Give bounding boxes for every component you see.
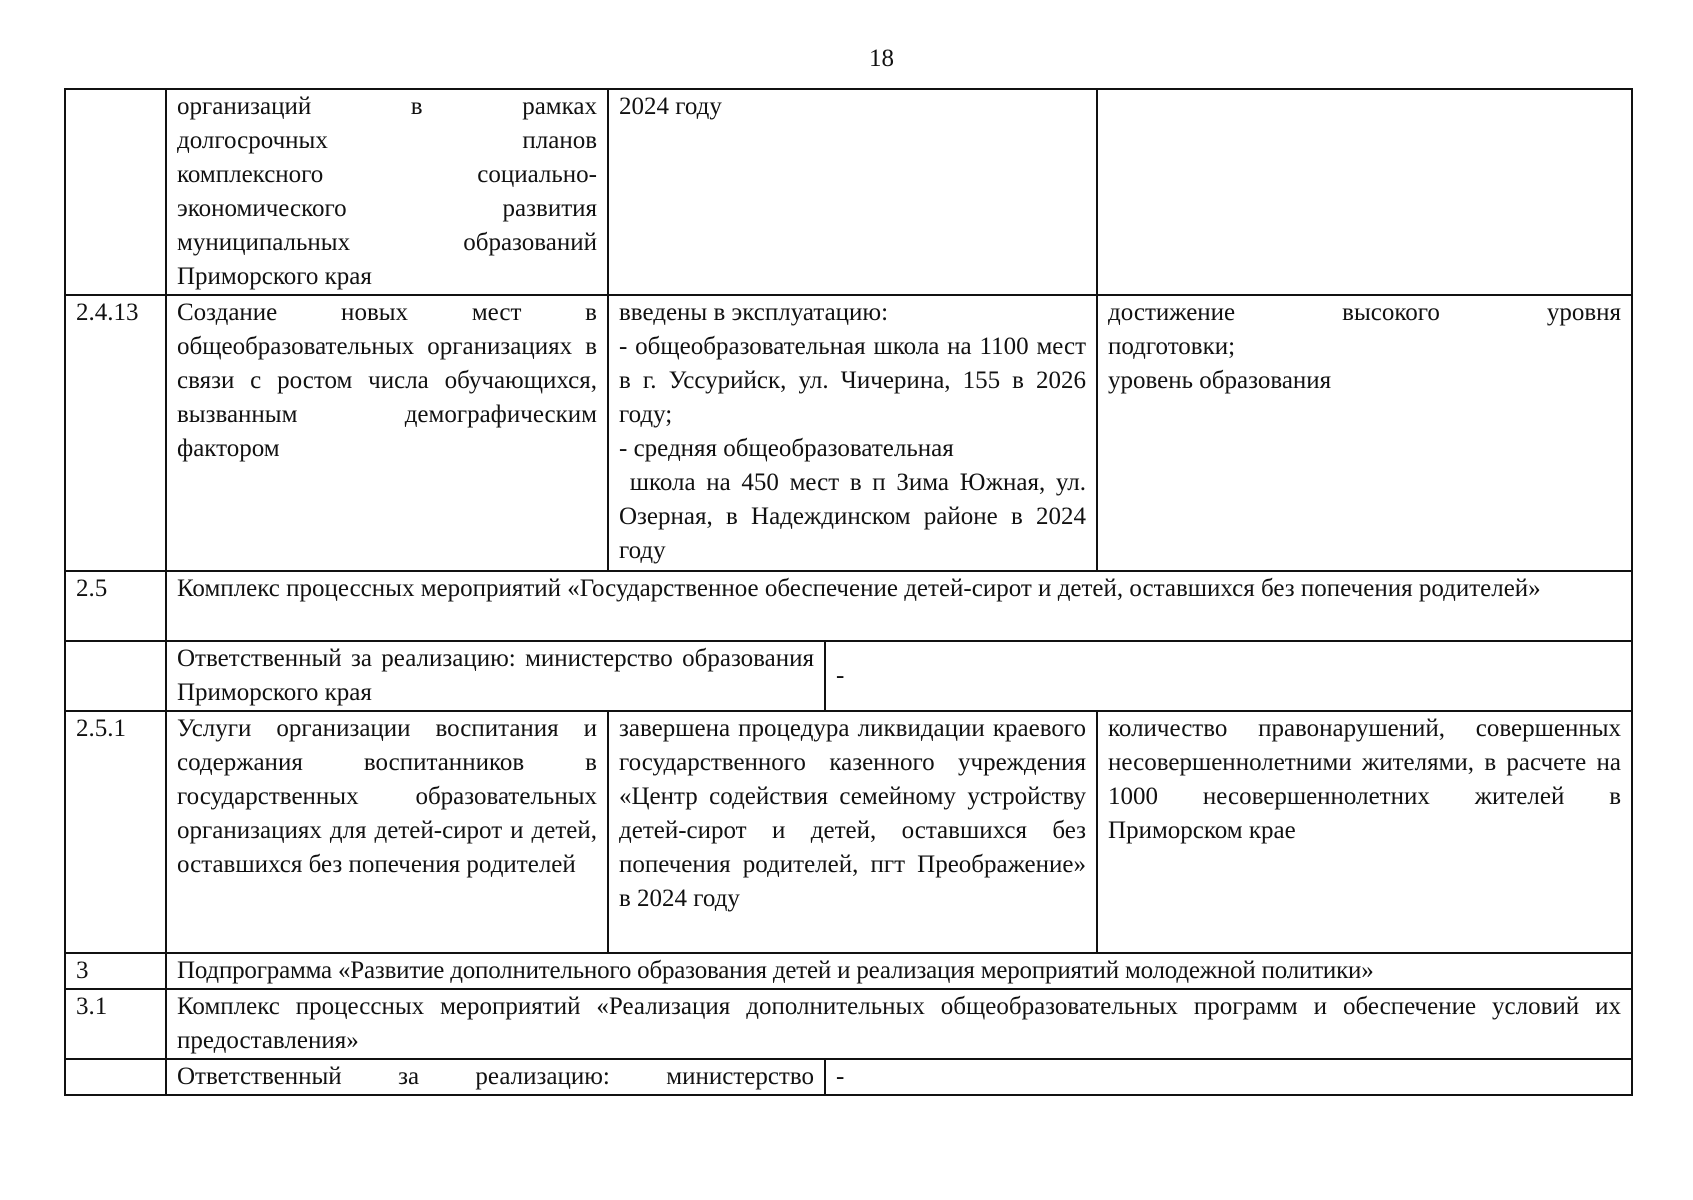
responsible-value-cell: - xyxy=(825,641,1632,711)
row-number-cell xyxy=(65,1059,166,1095)
table-row xyxy=(65,1059,1632,1095)
row-number-cell: 3 xyxy=(65,953,166,989)
table-row xyxy=(65,571,1632,641)
responsible-value-cell: - xyxy=(825,1059,1632,1095)
table-row xyxy=(65,953,1632,989)
row-number-cell: 2.5.1 xyxy=(65,711,166,953)
activity-name-line: муниципальных образований xyxy=(177,229,597,256)
indicator-cell xyxy=(1097,89,1632,295)
section-title-cell: Комплекс процессных мероприятий «Реализация дополнительных общеобразовательных программ и обеспечение условий их предоставления» xyxy=(166,989,1632,1059)
activity-name-cell: Услуги организации воспитания и содержания воспитанников в государственных образовательных организациях для детей-сирот и детей, оставшихся без попечения родителей xyxy=(166,711,608,953)
activity-name-line: долгосрочных планов xyxy=(177,127,597,154)
section-title-cell: Комплекс процессных мероприятий «Государственное обеспечение детей-сирот и детей, оставшихся без попечения родителей» xyxy=(166,571,1632,641)
activity-name-line: Приморского края xyxy=(177,263,372,290)
row-number-cell xyxy=(65,641,166,711)
responsible-label-cell: Ответственный за реализацию: министерство образования Приморского края xyxy=(166,641,825,711)
row-number-cell: 2.4.13 xyxy=(65,295,166,571)
table-row xyxy=(65,989,1632,1059)
activity-name-line: экономического развития xyxy=(177,195,597,222)
result-line: школа на 450 мест в п Зима Южная, ул. Озерная, в Надеждинском районе в 2024 году xyxy=(619,469,1093,564)
result-line: - средняя общеобразовательная xyxy=(619,435,954,462)
activity-name-line: организаций в рамках xyxy=(177,93,597,120)
activity-name-cell xyxy=(166,295,608,571)
section-title-cell: Подпрограмма «Развитие дополнительного образования детей и реализация мероприятий молодежной политики» xyxy=(166,953,1632,989)
indicator-line: подготовки; xyxy=(1108,333,1236,360)
expected-result-cell: 2024 году xyxy=(608,89,1097,295)
indicator-cell: количество правонарушений, совершенных несовершеннолетними жителями, в расчете на 1000 несовершеннолетних жителей в Приморском крае xyxy=(1097,711,1632,953)
result-line: - общеобразовательная школа на 1100 мест в г. Уссурийск, ул. Чичерина, 155 в 2026 году; xyxy=(619,333,1087,428)
table-row xyxy=(65,295,1632,571)
expected-result-cell xyxy=(608,295,1097,571)
indicator-line: уровень образования xyxy=(1108,367,1332,394)
row-number-cell: 2.5 xyxy=(65,571,166,641)
activity-name-text: общеобразовательных организациях в связи с ростом числа обучающихся, вызванным демографическим фактором xyxy=(177,333,597,462)
result-line: введены в эксплуатацию: xyxy=(619,299,889,326)
page-number: 18 xyxy=(869,45,894,72)
row-number-cell: 3.1 xyxy=(65,989,166,1059)
activity-name-cell xyxy=(166,89,608,295)
activities-table xyxy=(64,88,1633,1096)
table-row xyxy=(65,641,1632,711)
activity-name-line: комплексного социально- xyxy=(177,161,597,188)
table-row xyxy=(65,89,1632,295)
indicator-cell xyxy=(1097,295,1632,571)
activity-name-line: Создание новых мест в xyxy=(177,299,597,326)
indicator-line: достижение высокого уровня xyxy=(1108,299,1622,326)
responsible-label-cell: Ответственный за реализацию: министерство xyxy=(166,1059,825,1095)
expected-result-cell: завершена процедура ликвидации краевого государственного казенного учреждения «Центр содействия семейному устройству детей-сирот и детей, оставшихся без попечения родителей, пгт Преображение» в 2024 году xyxy=(608,711,1097,953)
row-number-cell xyxy=(65,89,166,295)
table-row xyxy=(65,711,1632,953)
